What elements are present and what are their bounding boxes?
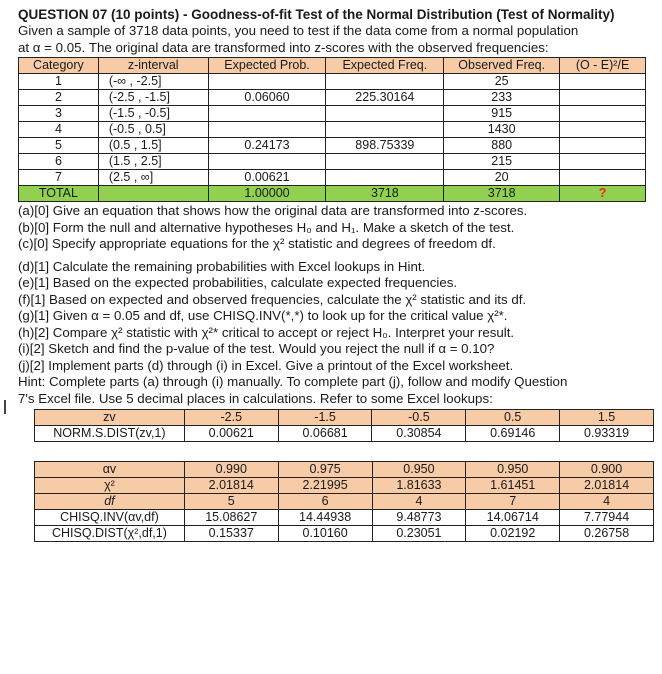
table-cell: 14.44938 xyxy=(278,510,372,526)
table-cell: 0.975 xyxy=(278,462,372,478)
table-cell xyxy=(560,170,646,186)
row-header: CHISQ.DIST(χ²,df,1) xyxy=(35,526,185,542)
table-cell xyxy=(326,154,444,170)
table-cell: 20 xyxy=(444,170,560,186)
part-h: (h)[2] Compare χ² statistic with χ²* critical to accept or reject H₀. Interpret your result. xyxy=(18,324,515,340)
table-row xyxy=(35,410,654,426)
table-row xyxy=(35,526,654,542)
table-cell: 0.30854 xyxy=(372,426,466,442)
table-cell: 2 xyxy=(19,90,99,106)
question-title: QUESTION 07 (10 points) - Goodness-of-fit Test of the Normal Distribution (Test of Normality) xyxy=(18,7,615,22)
row-header: NORM.S.DIST(zv,1) xyxy=(35,426,185,442)
table-cell: 898.75339 xyxy=(326,138,444,154)
table-row xyxy=(19,154,646,170)
table-cell: (-2.5 , -1.5] xyxy=(98,90,208,106)
row-header: df xyxy=(35,494,185,510)
table-cell: (0.5 , 1.5] xyxy=(98,138,208,154)
table-row xyxy=(19,122,646,138)
table-cell: 915 xyxy=(444,106,560,122)
table-row xyxy=(19,74,646,90)
question-parts xyxy=(18,203,654,407)
table-row xyxy=(35,494,654,510)
table-cell: 4 xyxy=(372,494,466,510)
table-cell: 6 xyxy=(19,154,99,170)
table-cell: 25 xyxy=(444,74,560,90)
part-a: (a)[0] Give an equation that shows how the original data are transformed into z-scores. xyxy=(18,203,528,218)
total-observed-freq: 3718 xyxy=(444,186,560,202)
table-cell: (-1.5 , -0.5] xyxy=(98,106,208,122)
hint-line-1: Hint: Complete parts (a) through (i) manually. To complete part (j), follow and modify Question xyxy=(18,374,568,389)
table-cell: 4 xyxy=(560,494,654,510)
table-cell: 0.900 xyxy=(560,462,654,478)
frequency-table-header xyxy=(19,58,646,74)
table-cell xyxy=(208,106,326,122)
table-cell: 0.950 xyxy=(466,462,560,478)
table-cell: 5 xyxy=(184,494,278,510)
table-cell: 0.69146 xyxy=(466,426,560,442)
table-cell xyxy=(326,122,444,138)
question-page xyxy=(18,6,654,542)
table-cell: 215 xyxy=(444,154,560,170)
table-cell xyxy=(560,154,646,170)
table-cell xyxy=(208,122,326,138)
table-cell: 225.30164 xyxy=(326,90,444,106)
table-cell xyxy=(98,186,208,202)
table-cell: 2.21995 xyxy=(278,478,372,494)
table-cell xyxy=(560,74,646,90)
part-f: (f)[1] Based on expected and observed frequencies, calculate the χ² statistic and its df. xyxy=(18,291,527,307)
table-cell: 1 xyxy=(19,74,99,90)
table-cell: 1430 xyxy=(444,122,560,138)
total-chi-square-unknown: ? xyxy=(560,186,646,202)
table-cell xyxy=(560,122,646,138)
table-cell: 2.01814 xyxy=(184,478,278,494)
table-cell: 3 xyxy=(19,106,99,122)
row-header: χ² xyxy=(35,478,185,494)
row-header: CHISQ.INV(αv,df) xyxy=(35,510,185,526)
table-cell: 0.10160 xyxy=(278,526,372,542)
table-cell: 5 xyxy=(19,138,99,154)
margin-mark xyxy=(4,400,6,414)
chisq-table xyxy=(34,461,654,542)
table-row xyxy=(35,510,654,526)
table-cell: 6 xyxy=(278,494,372,510)
intro-line-2: at α = 0.05. The original data are transformed into z-scores with the observed frequencies: xyxy=(18,39,549,55)
table-cell: 0.990 xyxy=(184,462,278,478)
table-cell: 14.06714 xyxy=(466,510,560,526)
norm-dist-table xyxy=(34,409,654,442)
row-header: zv xyxy=(35,410,185,426)
total-label: TOTAL xyxy=(19,186,99,202)
table-cell: 1.5 xyxy=(560,410,654,426)
table-cell: 880 xyxy=(444,138,560,154)
part-j: (j)[2] Implement parts (d) through (i) in Excel. Give a printout of the Excel worksheet. xyxy=(18,357,514,373)
table-row xyxy=(19,106,646,122)
total-expected-prob: 1.00000 xyxy=(208,186,326,202)
table-cell: 1.61451 xyxy=(466,478,560,494)
table-cell: -2.5 xyxy=(184,410,278,426)
table-cell: 233 xyxy=(444,90,560,106)
table-cell xyxy=(560,106,646,122)
table-cell xyxy=(326,106,444,122)
table-cell xyxy=(208,154,326,170)
table-cell: 0.00621 xyxy=(208,170,326,186)
table-cell: 0.06681 xyxy=(278,426,372,442)
table-cell: 4 xyxy=(19,122,99,138)
table-cell: 1.81633 xyxy=(372,478,466,494)
table-row xyxy=(35,478,654,494)
part-i: (i)[2] Sketch and find the p-value of the test. Would you reject the null if α = 0.10? xyxy=(18,341,495,356)
part-g: (g)[1] Given α = 0.05 and df, use CHISQ.INV(*,*) to look up for the critical value χ²*. xyxy=(18,308,508,323)
table-cell: 0.00621 xyxy=(184,426,278,442)
table-cell: 0.26758 xyxy=(560,526,654,542)
table-cell: (2.5 , ∞] xyxy=(98,170,208,186)
hint-line-2: 7's Excel file. Use 5 decimal places in calculations. Refer to some Excel lookups: xyxy=(18,390,493,406)
intro-line-1: Given a sample of 3718 data points, you need to test if the data come from a normal population xyxy=(18,23,579,38)
table-cell xyxy=(326,170,444,186)
table-cell: -0.5 xyxy=(372,410,466,426)
part-d: (d)[1] Calculate the remaining probabilities with Excel lookups in Hint. xyxy=(18,258,426,274)
table-cell: (1.5 , 2.5] xyxy=(98,154,208,170)
table-cell: 7 xyxy=(466,494,560,510)
table-cell xyxy=(208,74,326,90)
table-cell: 15.08627 xyxy=(184,510,278,526)
table-cell: 0.15337 xyxy=(184,526,278,542)
table-row xyxy=(19,170,646,186)
col-header: Expected Prob. xyxy=(208,58,326,74)
table-cell: 2.01814 xyxy=(560,478,654,494)
table-cell xyxy=(560,138,646,154)
col-header: z-interval xyxy=(98,58,208,74)
table-cell: 0.950 xyxy=(372,462,466,478)
part-b: (b)[0] Form the null and alternative hypotheses H₀ and H₁. Make a sketch of the test. xyxy=(18,219,515,235)
table-cell: 7.77944 xyxy=(560,510,654,526)
table-cell: 0.02192 xyxy=(466,526,560,542)
table-row xyxy=(35,462,654,478)
col-header: Expected Freq. xyxy=(326,58,444,74)
table-row xyxy=(35,426,654,442)
total-row xyxy=(19,186,646,202)
col-header: (O - E)²/E xyxy=(560,58,646,74)
table-cell: 0.5 xyxy=(466,410,560,426)
table-row xyxy=(19,138,646,154)
table-cell: 0.23051 xyxy=(372,526,466,542)
col-header: Observed Freq. xyxy=(444,58,560,74)
part-c: (c)[0] Specify appropriate equations for the χ² statistic and degrees of freedom df. xyxy=(18,236,496,251)
part-e: (e)[1] Based on the expected probabilities, calculate expected frequencies. xyxy=(18,275,458,290)
table-cell: 0.93319 xyxy=(560,426,654,442)
col-header: Category xyxy=(19,58,99,74)
table-cell: -1.5 xyxy=(278,410,372,426)
row-header: αv xyxy=(35,462,185,478)
table-cell: 0.24173 xyxy=(208,138,326,154)
table-cell xyxy=(326,74,444,90)
table-cell: 0.06060 xyxy=(208,90,326,106)
table-cell: (-∞ , -2.5] xyxy=(98,74,208,90)
total-expected-freq: 3718 xyxy=(326,186,444,202)
frequency-table xyxy=(18,57,646,202)
table-row xyxy=(19,90,646,106)
table-cell: 9.48773 xyxy=(372,510,466,526)
table-cell: (-0.5 , 0.5] xyxy=(98,122,208,138)
table-cell: 7 xyxy=(19,170,99,186)
table-cell xyxy=(560,90,646,106)
